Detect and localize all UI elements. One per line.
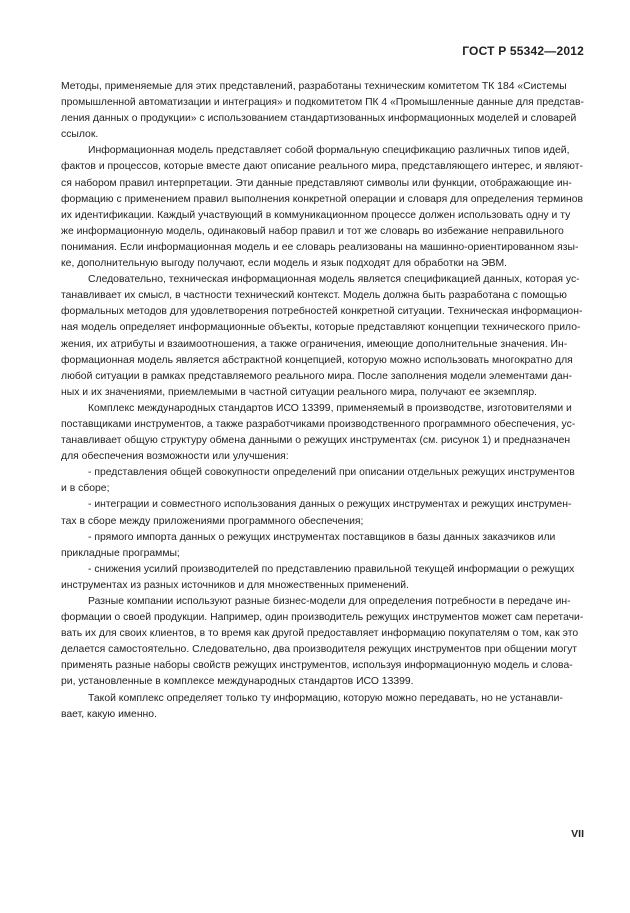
text-line: промышленной автоматизации и интеграция» и подкомитетом ПК 4 «Промышленные данные для представ- bbox=[61, 97, 584, 109]
body-text bbox=[61, 79, 584, 723]
text-line: формационная модель является абстрактной концепцией, которую можно использовать многократно для bbox=[61, 354, 573, 366]
text-line: делается самостоятельно. Следовательно, два производителя режущих инструментов при общении могут bbox=[61, 644, 578, 656]
text-line: вать их для своих клиентов, в то время как другой предоставляет информацию покупателям о том, как это bbox=[61, 628, 579, 640]
text-line: Информационная модель представляет собой формальную спецификацию различных типов идей, bbox=[88, 145, 570, 157]
text-line: тах в сборе между приложениями программного обеспечения; bbox=[61, 515, 364, 527]
text-line: танавливает их смысл, в частности технический контекст. Модель должна быть разработана с помощью bbox=[61, 290, 567, 302]
text-line: ке, дополнительную выгоду получают, если модель и язык подходят для обработки на ЭВМ. bbox=[61, 258, 508, 270]
text-line: для обеспечения возможности или улучшения: bbox=[61, 451, 289, 463]
text-line: - интеграции и совместного использования данных о режущих инструментах и режущих инструмен- bbox=[88, 499, 572, 511]
text-line: Разные компании используют разные бизнес-модели для определения потребности в передаче ин- bbox=[88, 596, 571, 607]
text-line: формальных методов для удовлетворения потребностей конкретной ситуации. Техническая информацион- bbox=[61, 306, 583, 318]
text-line: ся набором правил интерпретации. Эти данные представляют символы или функции, отображающие ин- bbox=[61, 177, 572, 189]
text-line: Следовательно, техническая информационная модель является спецификацией данных, которая ус- bbox=[88, 274, 580, 286]
standard-header: ГОСТ Р 55342—2012 bbox=[462, 44, 584, 58]
text-line: их идентификации. Каждый участвующий в коммуникационном процессе должен использовать одну и ту bbox=[61, 209, 571, 221]
text-line: жения, их атрибуты и взаимоотношения, а также ограничения, имеющие дополнительные значения. Ин- bbox=[61, 338, 568, 350]
text-line: ссылок. bbox=[61, 129, 99, 141]
text-line: танавливает общую структуру обмена данными о режущих инструментах (см. рисунок 1) и предназначен bbox=[61, 435, 571, 447]
text-line: формации о своей продукции. Например, один производитель режущих инструментов может сам перетачи- bbox=[61, 612, 584, 624]
text-line: ри, установленные в комплексе международных стандартов ИСО 13399. bbox=[61, 676, 414, 688]
text-line: прикладные программы; bbox=[61, 547, 180, 559]
text-line: применять разные наборы свойств режущих инструментов, используя информационную модель и слова- bbox=[61, 660, 573, 672]
text-line: - снижения усилий производителей по представлению правильной текущей информации о режущих bbox=[88, 563, 575, 575]
text-line: фактов и процессов, которые вместе дают описание реального мира, представляющего интерес, и являют- bbox=[61, 161, 583, 173]
text-line: и в сборе; bbox=[61, 483, 110, 495]
text-line: любой ситуации в рамках представляемого реального мира. После заполнения модели элементами дан- bbox=[61, 370, 572, 382]
text-line: понимания. Если информационная модель и ее словарь реализованы на машинно-ориентированном язы- bbox=[61, 241, 579, 253]
text-line: инструментах из разных источников и для множественных применений. bbox=[61, 579, 409, 591]
text-line: вает, какую именно. bbox=[61, 708, 157, 720]
text-line: Такой комплекс определяет только ту информацию, которую можно передавать, но не устанавли- bbox=[88, 692, 563, 704]
text-line: поставщиками инструментов, а также разработчиками производственного программного обеспечения, ус- bbox=[61, 418, 576, 430]
text-line: ная модель определяет информационные объекты, которые представляют концепции технического прило- bbox=[61, 322, 581, 334]
text-line: ных и их значениями, приемлемыми в частной ситуации реального мира, получают ее экземпляр. bbox=[61, 386, 537, 398]
text-line: Комплекс международных стандартов ИСО 13399, применяемый в производстве, изготовителями и bbox=[88, 402, 572, 414]
text-line: Методы, применяемые для этих представлений, разработаны техническим комитетом ТК 184 «Системы bbox=[61, 81, 567, 92]
text-line: формацию с применением правил выполнения конкретной операции и словаря для определения терминов bbox=[61, 193, 584, 205]
text-line: - представления общей совокупности определений при описании отдельных режущих инструментов bbox=[88, 467, 575, 479]
text-line: - прямого импорта данных о режущих инструментах поставщиков в базы данных заказчиков или bbox=[88, 531, 556, 543]
text-line: же информационную модель, одинаковый набор правил и тот же словарь во избежание неправильного bbox=[61, 225, 564, 237]
page-number: VII bbox=[571, 828, 584, 840]
text-line: ления данных о продукции» с использованием стандартизованных информационных моделей и словарей bbox=[61, 113, 577, 125]
